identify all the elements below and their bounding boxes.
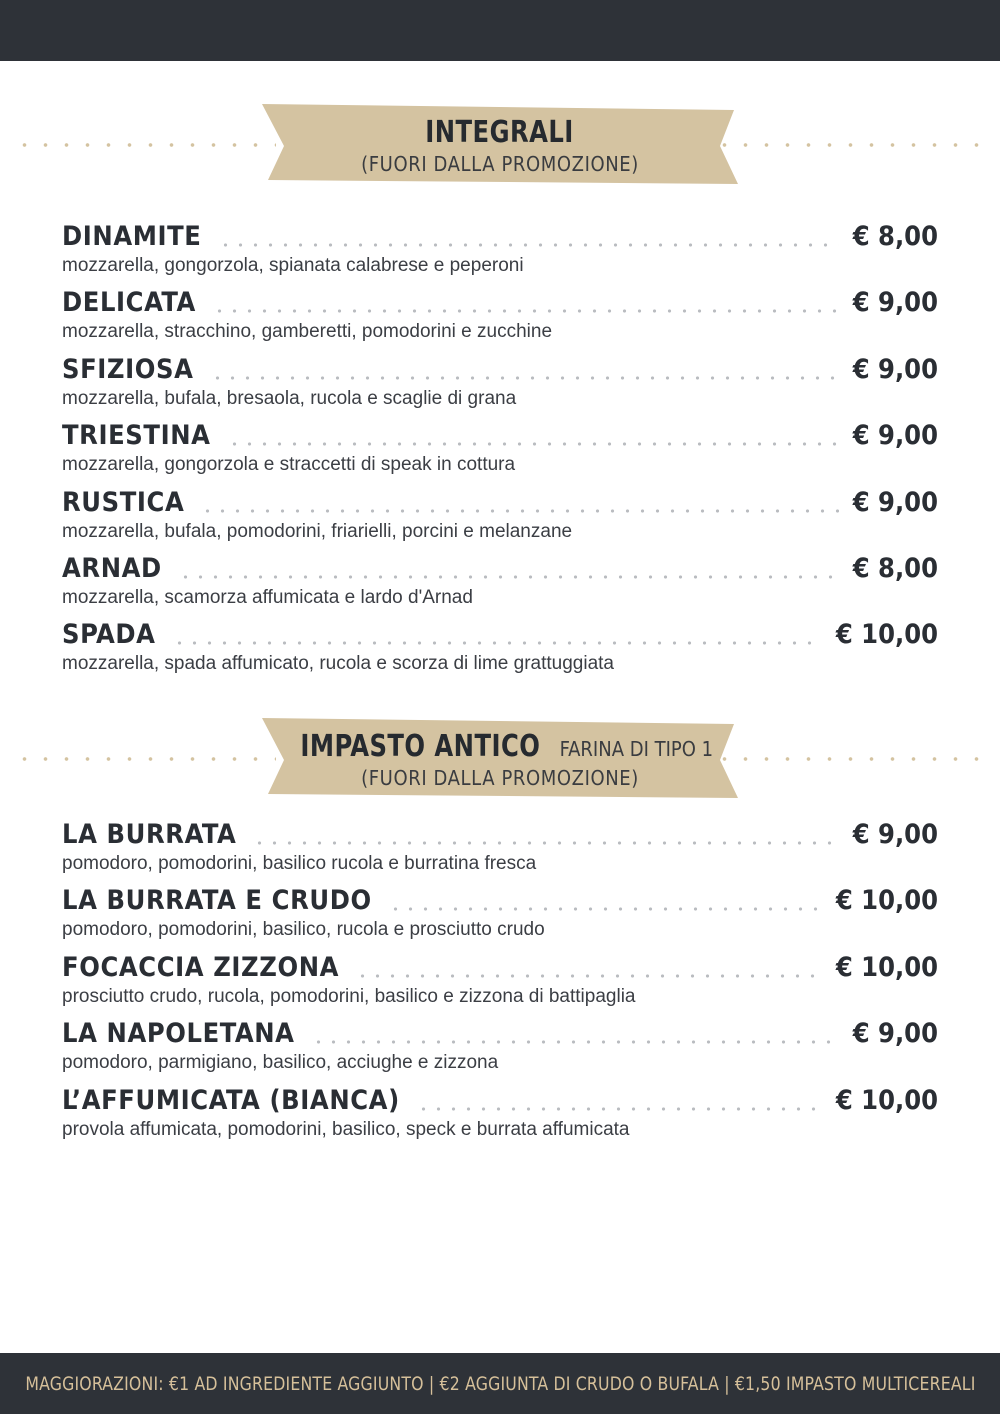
item-price: € 8,00 bbox=[852, 552, 938, 584]
item-price: € 9,00 bbox=[852, 819, 938, 850]
decorative-dots-right bbox=[714, 142, 994, 148]
item-name: L’AFFUMICATA (BIANCA) bbox=[62, 1084, 400, 1116]
dot-leader bbox=[252, 840, 838, 846]
dot-leader bbox=[212, 308, 839, 314]
section-header-integrali bbox=[0, 102, 1000, 188]
item-description: pomodoro, pomodorini, basilico, rucola e prosciutto crudo bbox=[62, 919, 545, 941]
item-name: DINAMITE bbox=[62, 221, 202, 252]
section-subtitle: (FUORI DALLA PROMOZIONE) bbox=[361, 765, 639, 790]
item-name: ARNAD bbox=[62, 552, 162, 584]
dot-leader bbox=[172, 640, 822, 646]
item-price: € 10,00 bbox=[835, 619, 938, 651]
item-name: LA BURRATA bbox=[62, 819, 237, 850]
item-description: prosciutto crudo, rucola, pomodorini, basilico e zizzona di battipaglia bbox=[62, 985, 636, 1007]
item-description: provola affumicata, pomodorini, basilico, speck e burrata affumicata bbox=[62, 1118, 630, 1140]
menu-item bbox=[62, 286, 938, 352]
item-description: mozzarella, scamorza affumicata e lardo d'Arnad bbox=[62, 586, 473, 608]
dot-leader bbox=[210, 375, 839, 381]
dot-leader bbox=[200, 508, 838, 514]
item-name: RUSTICA bbox=[62, 486, 185, 518]
footer-bar bbox=[0, 1353, 1000, 1414]
item-name: SPADA bbox=[62, 619, 156, 651]
item-name: FOCACCIA ZIZZONA bbox=[62, 951, 340, 983]
item-description: pomodoro, pomodorini, basilico rucola e burratina fresca bbox=[62, 853, 537, 874]
item-name: DELICATA bbox=[62, 287, 196, 319]
menu-list-integrali bbox=[62, 220, 938, 685]
menu-item bbox=[62, 220, 938, 286]
menu-item bbox=[62, 353, 938, 419]
item-price: € 9,00 bbox=[852, 287, 938, 319]
section-subtitle: (FUORI DALLA PROMOZIONE) bbox=[361, 151, 639, 176]
item-description: mozzarella, gongorzola e straccetti di speak in cottura bbox=[62, 454, 516, 476]
item-price: € 9,00 bbox=[852, 353, 938, 385]
dot-leader bbox=[355, 973, 822, 979]
item-price: € 10,00 bbox=[835, 1084, 938, 1116]
decorative-dots-right bbox=[714, 756, 994, 762]
item-name: LA BURRATA E CRUDO bbox=[62, 885, 372, 917]
menu-list-impasto-antico bbox=[62, 818, 938, 1150]
item-price: € 8,00 bbox=[852, 221, 938, 252]
decorative-dots-left bbox=[14, 756, 276, 762]
section-header-impasto-antico bbox=[0, 716, 1000, 802]
menu-item bbox=[62, 486, 938, 552]
item-description: mozzarella, bufala, bresaola, rucola e scaglie di grana bbox=[62, 387, 517, 409]
dot-leader bbox=[218, 242, 839, 248]
menu-item bbox=[62, 818, 938, 884]
item-description: pomodoro, parmigiano, basilico, acciughe e zizzona bbox=[62, 1052, 499, 1074]
dot-leader bbox=[311, 1039, 839, 1045]
menu-item bbox=[62, 419, 938, 485]
item-price: € 9,00 bbox=[852, 1018, 938, 1050]
menu-item bbox=[62, 618, 938, 684]
item-name: SFIZIOSA bbox=[62, 353, 194, 385]
item-price: € 9,00 bbox=[852, 486, 938, 518]
item-description: mozzarella, bufala, pomodorini, friarielli, porcini e melanzane bbox=[62, 520, 573, 542]
dot-leader bbox=[388, 906, 822, 912]
item-price: € 9,00 bbox=[852, 420, 938, 452]
dot-leader bbox=[416, 1106, 822, 1112]
section-title-note: FARINA DI TIPO 1 bbox=[559, 736, 714, 761]
item-name: TRIESTINA bbox=[62, 420, 211, 452]
top-bar bbox=[0, 0, 1000, 61]
item-description: mozzarella, stracchino, gamberetti, pomodorini e zucchine bbox=[62, 321, 553, 343]
menu-item bbox=[62, 951, 938, 1017]
footer-surcharges-text: MAGGIORAZIONI: €1 AD INGREDIENTE AGGIUNTO | €2 AGGIUNTA DI CRUDO O BUFALA | €1,50 IMPASTO MULTICEREALI bbox=[24, 1372, 976, 1395]
menu-item bbox=[62, 884, 938, 950]
menu-item bbox=[62, 1084, 938, 1150]
item-description: mozzarella, spada affumicato, rucola e scorza di lime grattuggiata bbox=[62, 653, 614, 675]
menu-item bbox=[62, 1017, 938, 1083]
section-title: IMPASTO ANTICO bbox=[300, 728, 541, 764]
dot-leader bbox=[178, 574, 839, 580]
section-title: INTEGRALI bbox=[425, 114, 575, 150]
decorative-dots-left bbox=[14, 142, 276, 148]
dot-leader bbox=[227, 441, 839, 447]
item-price: € 10,00 bbox=[835, 885, 938, 917]
item-name: LA NAPOLETANA bbox=[62, 1018, 295, 1050]
item-description: mozzarella, gongorzola, spianata calabrese e peperoni bbox=[62, 255, 524, 276]
item-price: € 10,00 bbox=[835, 951, 938, 983]
menu-item bbox=[62, 552, 938, 618]
